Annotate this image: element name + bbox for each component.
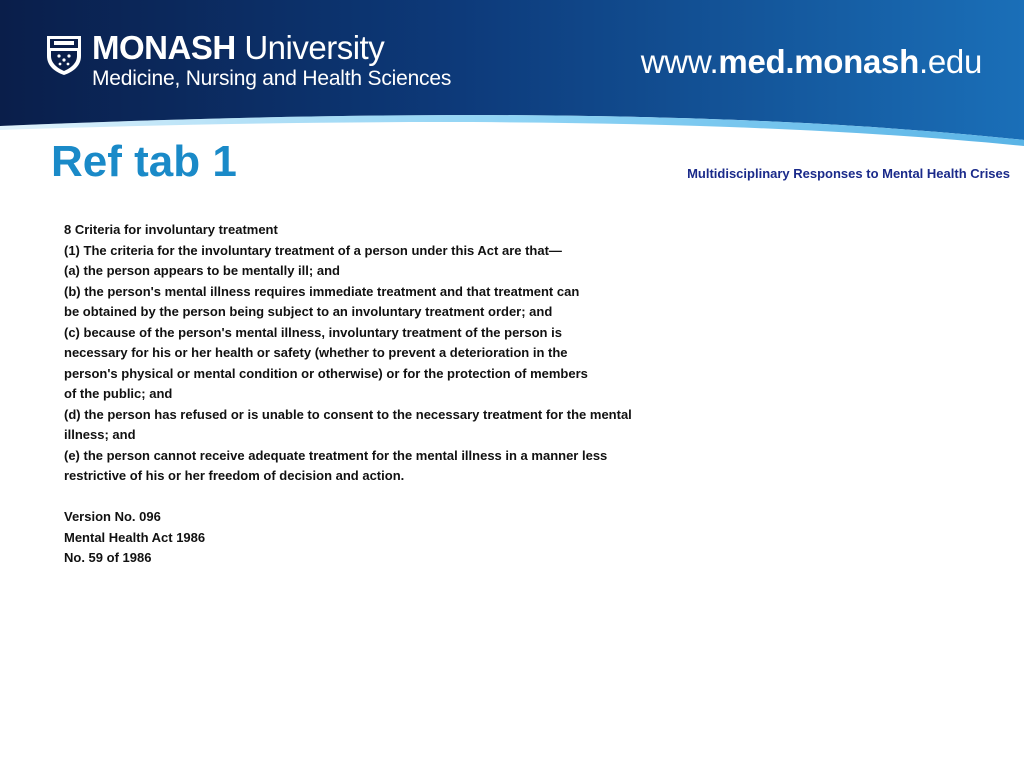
body-line: 8 Criteria for involuntary treatment [64, 222, 278, 237]
website-prefix: www. [640, 43, 719, 80]
website-domain: med.monash [718, 43, 919, 80]
body-text [64, 220, 744, 569]
body-line: illness; and [64, 427, 136, 442]
slide-title: Ref tab 1 [51, 137, 237, 186]
logo-faculty: Medicine, Nursing and Health Sciences [92, 67, 452, 90]
body-line: (e) the person cannot receive adequate treatment for the mental illness in a manner less [64, 447, 608, 463]
body-line: necessary for his or her health or safety (whether to prevent a deterioration in the [64, 345, 568, 360]
act-name: Mental Health Act 1986 [64, 529, 206, 545]
logo-university: University [235, 29, 385, 66]
act-number: No. 59 of 1986 [64, 550, 152, 565]
body-line-blank [64, 487, 744, 508]
monash-crest-icon [45, 34, 83, 76]
body-line: restrictive of his or her freedom of decision and action. [64, 468, 405, 483]
body-line: (b) the person's mental illness requires immediate treatment and that treatment can [64, 283, 580, 299]
body-line: (d) the person has refused or is unable to consent to the necessary treatment for the mental [64, 406, 632, 422]
logo-university-name [92, 30, 451, 66]
body-line: of the public; and [64, 386, 173, 401]
website-suffix: .edu [918, 43, 982, 80]
logo-brand: MONASH [92, 29, 236, 66]
website-url [641, 42, 982, 82]
body-line: (a) the person appears to be mentally ill; and [64, 263, 340, 278]
slide-subtitle: Multidisciplinary Responses to Mental Health Crises [687, 166, 1010, 181]
version-number: Version No. 096 [64, 509, 161, 524]
body-line: be obtained by the person being subject to an involuntary treatment order; and [64, 304, 553, 319]
body-line: (c) because of the person's mental illness, involuntary treatment of the person is [64, 324, 562, 340]
body-line: (1) The criteria for the involuntary treatment of a person under this Act are that— [64, 242, 562, 258]
monash-logo [92, 30, 451, 92]
body-line: person's physical or mental condition or otherwise) or for the protection of members [64, 365, 588, 381]
